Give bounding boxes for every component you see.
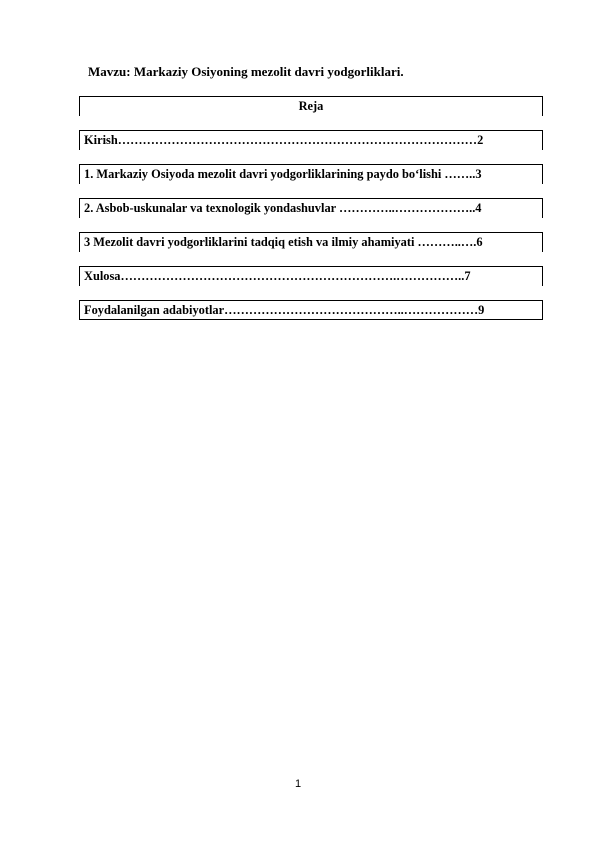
toc-item-references: Foydalanilgan adabiyotlar……………………………………..………………9 — [79, 300, 543, 320]
toc-item-introduction: Kirish……………………………………………………………………………2 — [79, 130, 543, 150]
toc-item-chapter-1: 1. Markaziy Osiyoda mezolit davri yodgorliklarining paydo bo‘lishi ……..3 — [79, 164, 543, 184]
toc-item-chapter-3: 3 Mezolit davri yodgorliklarini tadqiq etish va ilmiy ahamiyati ………..….6 — [79, 232, 543, 252]
plan-title: Reja — [79, 96, 543, 116]
toc-item-chapter-2: 2. Asbob-uskunalar va texnologik yondashuvlar …………..………………..4 — [79, 198, 543, 218]
page-number: 1 — [294, 778, 302, 790]
document-topic: Mavzu: Markaziy Osiyoning mezolit davri yodgorliklari. — [88, 64, 404, 79]
toc-item-conclusion: Xulosa………………………………………………………….……………..7 — [79, 266, 543, 286]
